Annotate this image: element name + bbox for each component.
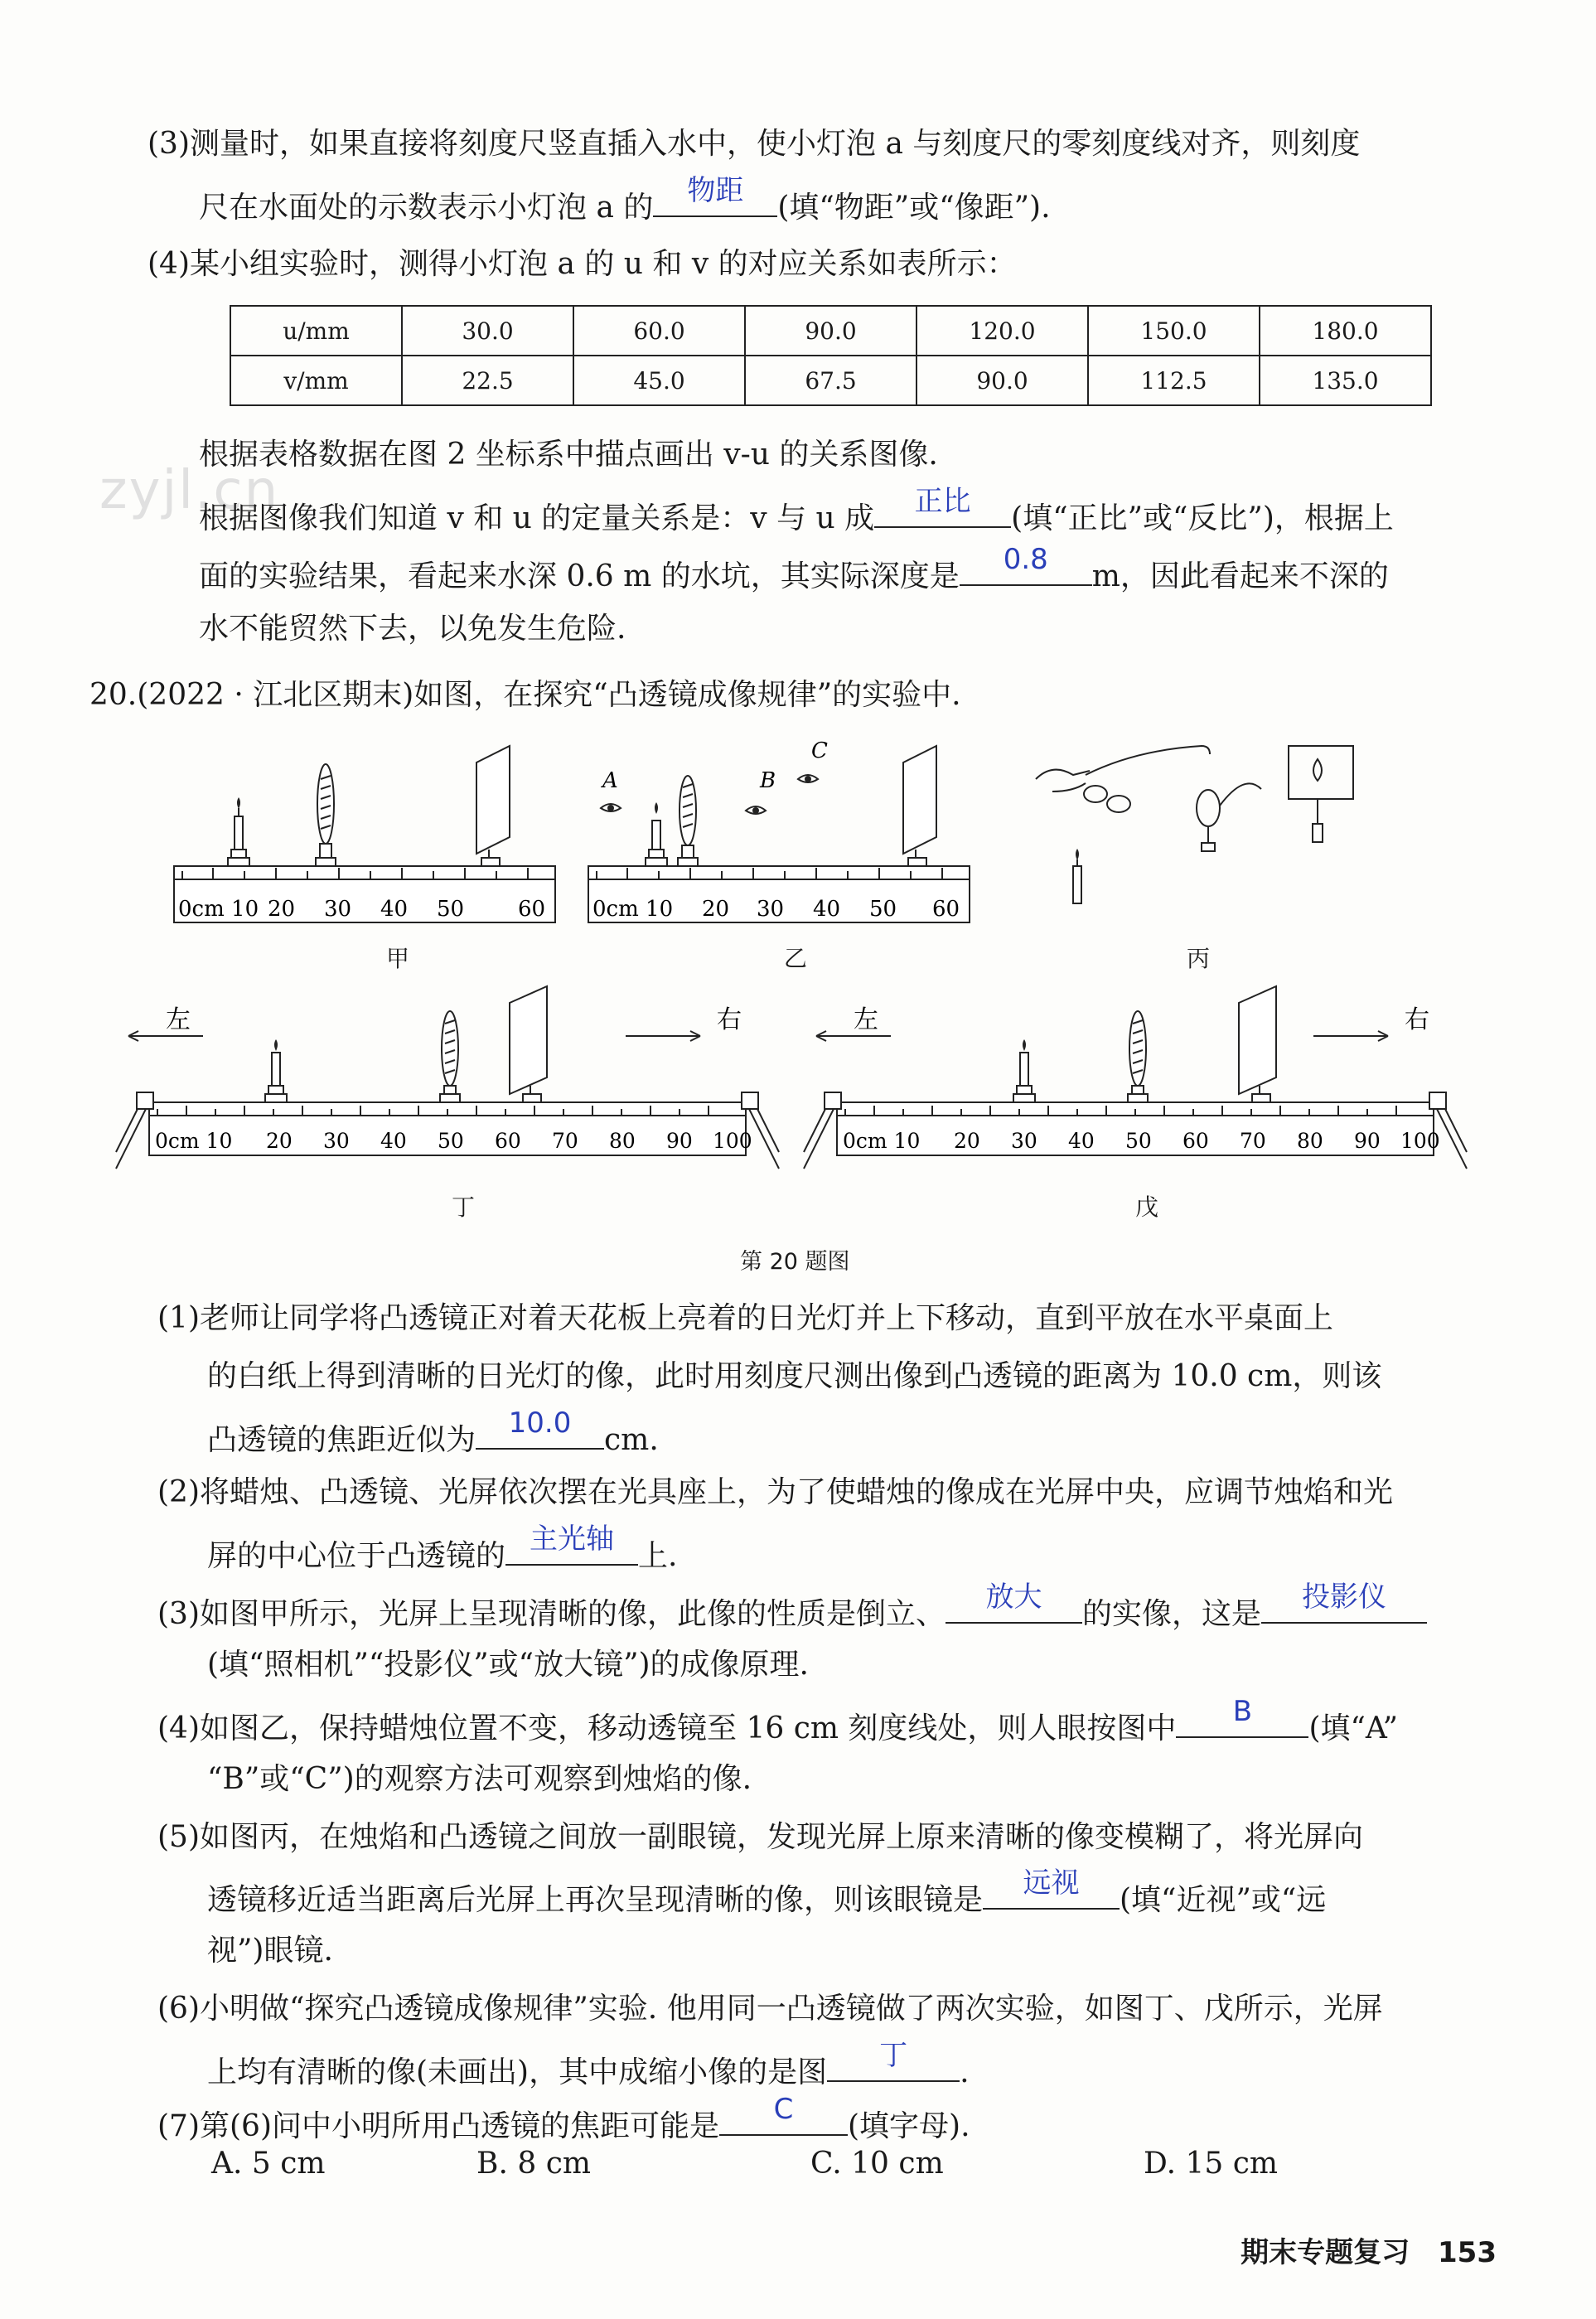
q19-part4-hint: (填“正比”或“反比”)，根据上 <box>1011 501 1394 535</box>
option-d: D. 15 cm <box>1144 2147 1279 2181</box>
q20-part6-tail: . <box>960 2055 970 2089</box>
ruler-label: 60 <box>1182 1129 1209 1153</box>
q20-part5-line2 <box>207 1866 1327 1920</box>
ruler-label: 30 <box>757 897 785 922</box>
q20-part3-text: (3)如图甲所示，光屏上呈现清晰的像，此像的性质是倒立、 <box>157 1597 946 1631</box>
eye-label-b: B <box>760 768 776 793</box>
ruler-label: 70 <box>1240 1129 1266 1153</box>
eye-label-c: C <box>811 738 828 763</box>
page-number: 153 <box>1438 2236 1497 2269</box>
table-cell: 67.5 <box>745 356 916 405</box>
q20-part3-mid: 的实像，这是 <box>1082 1597 1262 1631</box>
table-cell: 150.0 <box>1088 306 1260 356</box>
table-cell: 30.0 <box>402 306 573 356</box>
figure-jia <box>170 738 559 945</box>
q20-part3-line1 <box>157 1581 1427 1634</box>
q20-part4-answer: B <box>1232 1695 1253 1728</box>
table-cell: 135.0 <box>1260 356 1431 405</box>
q20-part1-blank <box>476 1406 604 1450</box>
q20-part7-answer: C <box>773 2093 794 2126</box>
footer-section: 期末专题复习 <box>1241 2236 1410 2269</box>
q20-part1-answer: 10.0 <box>508 1406 572 1440</box>
figure-bing <box>1028 729 1376 920</box>
figure-wu <box>791 978 1471 1177</box>
option-c: C. 10 cm <box>810 2147 944 2181</box>
q20-part2-answer: 主光轴 <box>530 1523 615 1556</box>
q20-part4-hint: (填“A” <box>1308 1711 1398 1745</box>
q20-part7-text: (7)第(6)问中小明所用凸透镜的焦距可能是 <box>157 2109 719 2143</box>
ruler-label: 50 <box>437 897 465 922</box>
ruler-label: 60 <box>518 897 546 922</box>
figure-ding <box>104 978 783 1177</box>
table-cell: u/mm <box>230 306 402 356</box>
ruler-label: 30 <box>323 1129 350 1153</box>
q20-part6-line2 <box>207 2039 970 2093</box>
ruler-label: 40 <box>813 897 841 922</box>
ruler-label: 70 <box>552 1129 578 1153</box>
figure-yi-label: 乙 <box>784 945 808 972</box>
q20-part1-line2: 的白纸上得到清晰的日光灯的像，此时用刻度尺测出像到凸透镜的距离为 10.0 cm，则该 <box>207 1359 1382 1393</box>
ruler-label: 20 <box>954 1129 980 1153</box>
q20-part6-blank <box>827 2039 960 2082</box>
ruler-label: 40 <box>380 897 409 922</box>
ruler-label: 40 <box>1068 1129 1095 1153</box>
q20-part4-line2: “B”或“C”)的观察方法可观察到烛焰的像. <box>207 1762 752 1796</box>
figure-jia-label: 甲 <box>386 945 410 972</box>
q19-part3-line2 <box>199 174 1051 228</box>
q19-part4-blank1 <box>874 485 1011 528</box>
q19-part4-text2: 面的实验结果，看起来水深 0.6 m 的水坑，其实际深度是 <box>199 559 960 593</box>
ruler-label: 0cm 10 <box>155 1129 233 1153</box>
table-cell: 45.0 <box>573 356 745 405</box>
q20-part4-blank <box>1176 1695 1308 1738</box>
q19-part4-line5: 水不能贸然下去，以免发生危险. <box>199 612 626 646</box>
table-row <box>230 306 1431 356</box>
q20-part7-hint: (填字母). <box>848 2109 970 2143</box>
table-cell: 60.0 <box>573 306 745 356</box>
figure-caption: 第 20 题图 <box>740 1249 850 1275</box>
left-label: 左 <box>854 1005 878 1034</box>
ruler-label: 60 <box>495 1129 521 1153</box>
ruler-label: 60 <box>932 897 960 922</box>
q19-part3-line1: (3)测量时，如果直接将刻度尺竖直插入水中，使小灯泡 a 与刻度尺的零刻度线对齐，则刻度 <box>148 127 1361 161</box>
q20-part2-line1: (2)将蜡烛、凸透镜、光屏依次摆在光具座上，为了使蜡烛的像成在光屏中央，应调节烛焰和光 <box>157 1475 1393 1509</box>
q20-part3-blank2 <box>1261 1581 1427 1624</box>
q20-intro: 20.(2022 · 江北区期末)如图，在探究“凸透镜成像规律”的实验中. <box>89 678 961 712</box>
q19-part4-text: 根据图像我们知道 v 和 u 的定量关系是：v 与 u 成 <box>199 501 875 535</box>
q20-part1-text: 凸透镜的焦距近似为 <box>207 1423 476 1457</box>
ruler-label: 100 <box>1400 1129 1440 1153</box>
option-a: A. 5 cm <box>211 2147 326 2181</box>
q20-part1-unit: cm. <box>604 1423 659 1457</box>
q20-part3-blank1 <box>946 1581 1082 1624</box>
ruler-label: 50 <box>869 897 897 922</box>
q20-part2-text: 屏的中心位于凸透镜的 <box>207 1539 506 1573</box>
q19-part3-text: 尺在水面处的示数表示小灯泡 a 的 <box>199 191 654 225</box>
left-label: 左 <box>166 1005 191 1034</box>
ruler-label: 0cm 10 <box>178 897 259 922</box>
q20-part5-text: 透镜移近适当距离后光屏上再次呈现清晰的像，则该眼镜是 <box>207 1883 984 1917</box>
watermark: zyjl.cn <box>99 460 280 521</box>
q19-part3-answer: 物距 <box>687 174 744 207</box>
q20-part1-line1: (1)老师让同学将凸透镜正对着天花板上亮着的日光灯并上下移动，直到平放在水平桌面上 <box>157 1301 1333 1335</box>
table-cell: 120.0 <box>916 306 1088 356</box>
q20-part6-line1: (6)小明做“探究凸透镜成像规律”实验. 他用同一凸透镜做了两次实验，如图丁、戊所示，光屏 <box>157 1992 1383 2026</box>
q20-part5-line1: (5)如图丙，在烛焰和凸透镜之间放一副眼镜，发现光屏上原来清晰的像变模糊了，将光屏向 <box>157 1820 1363 1854</box>
q19-part3-blank <box>653 174 777 217</box>
q20-part5-blank <box>983 1866 1120 1910</box>
table-cell: 90.0 <box>745 306 916 356</box>
ruler-label: 30 <box>324 897 352 922</box>
q20-part7-blank <box>719 2093 848 2136</box>
q20-part5-line3: 视”)眼镜. <box>207 1934 333 1968</box>
ruler-label: 20 <box>268 897 296 922</box>
q20-part3-answer2: 投影仪 <box>1302 1581 1387 1614</box>
q19-part4-line4 <box>199 543 1389 597</box>
right-label: 右 <box>1405 1005 1429 1034</box>
q20-part2-tail: 上. <box>638 1539 678 1573</box>
q20-part6-answer: 丁 <box>879 2039 908 2072</box>
q19-part4-answer2: 0.8 <box>1003 543 1048 576</box>
figure-yi <box>584 738 974 945</box>
right-label: 右 <box>717 1005 742 1034</box>
ruler-label: 40 <box>380 1129 407 1153</box>
ruler-label: 80 <box>1297 1129 1323 1153</box>
table-cell: v/mm <box>230 356 402 405</box>
table-row <box>230 356 1431 405</box>
q20-part4-text: (4)如图乙，保持蜡烛位置不变，移动透镜至 16 cm 刻度线处，则人眼按图中 <box>157 1711 1177 1745</box>
q20-part5-hint: (填“近视”或“远 <box>1120 1883 1327 1917</box>
ruler-label: 100 <box>713 1129 752 1153</box>
q20-part6-text: 上均有清晰的像(未画出)，其中成缩小像的是图 <box>207 2055 828 2089</box>
q19-part4-line3 <box>199 485 1394 539</box>
q20-part3-answer1: 放大 <box>985 1581 1042 1614</box>
ruler-label: 20 <box>702 897 730 922</box>
q20-part2-blank <box>505 1523 638 1566</box>
option-b: B. 8 cm <box>476 2147 591 2181</box>
eye-label-a: A <box>602 768 618 793</box>
ruler-label: 90 <box>666 1129 693 1153</box>
q19-part4-blank2 <box>960 543 1092 586</box>
figure-ding-label: 丁 <box>452 1193 476 1221</box>
ruler-label: 50 <box>1125 1129 1152 1153</box>
table-cell: 112.5 <box>1088 356 1260 405</box>
ruler-label: 0cm 10 <box>592 897 674 922</box>
q19-part3-hint: (填“物距”或“像距”). <box>777 191 1051 225</box>
q20-part1-line3 <box>207 1406 659 1460</box>
q20-part5-answer: 远视 <box>1023 1866 1080 1900</box>
table-cell: 22.5 <box>402 356 573 405</box>
ruler-label: 30 <box>1011 1129 1037 1153</box>
ruler-label: 50 <box>438 1129 464 1153</box>
figure-wu-label: 戊 <box>1135 1193 1159 1221</box>
ruler-label: 0cm 10 <box>843 1129 921 1153</box>
table-cell: 180.0 <box>1260 306 1431 356</box>
uv-table <box>230 305 1432 406</box>
q19-part4-tail: m，因此看起来不深的 <box>1091 559 1389 593</box>
q20-part2-line2 <box>207 1523 678 1576</box>
q20-part3-line2: (填“照相机”“投影仪”或“放大镜”)的成像原理. <box>207 1648 809 1682</box>
q20-part4-line1 <box>157 1695 1398 1749</box>
q20-part7-line <box>157 2093 970 2147</box>
page-footer <box>1241 2229 1497 2270</box>
ruler-label: 90 <box>1354 1129 1381 1153</box>
ruler-label: 80 <box>609 1129 636 1153</box>
figure-bing-label: 丙 <box>1187 945 1211 972</box>
q19-part4-answer1: 正比 <box>914 485 971 518</box>
q19-part4-line1: (4)某小组实验时，测得小灯泡 a 的 u 和 v 的对应关系如表所示： <box>148 247 1017 281</box>
table-cell: 90.0 <box>916 356 1088 405</box>
q19-part4-line2: 根据表格数据在图 2 坐标系中描点画出 v-u 的关系图像. <box>199 438 938 472</box>
ruler-label: 20 <box>266 1129 293 1153</box>
